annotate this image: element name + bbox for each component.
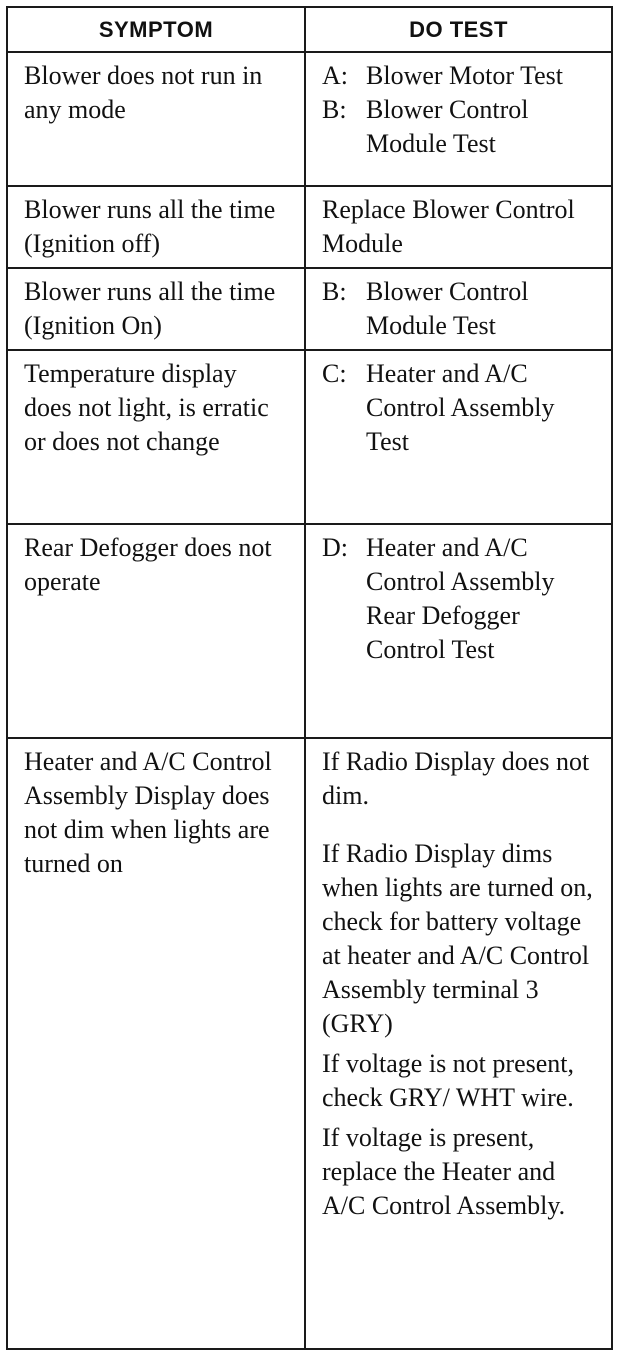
- symptom-cell: [7, 738, 305, 1349]
- symptom-cell: [7, 268, 305, 350]
- test-letter: C:: [322, 359, 347, 388]
- test-letter: B:: [322, 277, 347, 306]
- symptom-cell: [7, 52, 305, 186]
- do-test-cell: [305, 738, 612, 1349]
- symptom-text: Temperature display does not light, is erratic or does not change: [24, 359, 269, 456]
- test-name: Heater and A/C Control Assembly Rear Defogger Control Test: [366, 533, 555, 664]
- test-letter: D:: [322, 533, 348, 562]
- symptom-text: Blower does not run in any mode: [24, 61, 263, 124]
- do-test-cell: [305, 268, 612, 350]
- do-test-paragraph: If Radio Display dims when lights are turned on, check for battery voltage at heater and A/C Control Assembly terminal 3 (GRY): [322, 839, 593, 1038]
- test-name: Blower Motor Test: [366, 61, 564, 90]
- table-row: [7, 268, 612, 350]
- do-test-cell: [305, 52, 612, 186]
- diagnosis-table-wrapper: [6, 6, 611, 1356]
- test-item: [306, 525, 611, 667]
- do-test-text: Replace Blower Control Module: [322, 195, 575, 258]
- test-name: Heater and A/C Control Assembly Test: [366, 359, 555, 456]
- symptom-text: Heater and A/C Control Assembly Display does not dim when lights are turned on: [24, 747, 272, 878]
- test-name: Blower Control Module Test: [366, 277, 529, 340]
- table-row: [7, 52, 612, 186]
- do-test-paragraph: If Radio Display does not dim.: [322, 747, 590, 810]
- do-test-paragraph: If voltage is present, replace the Heater and A/C Control Assembly.: [322, 1123, 566, 1220]
- symptom-cell: [7, 524, 305, 738]
- header-row: [7, 7, 612, 52]
- symptom-text: Blower runs all the time (Ignition On): [24, 277, 276, 340]
- test-item: [306, 351, 611, 459]
- table-row: [7, 738, 612, 1349]
- test-name: Blower Control Module Test: [366, 95, 529, 158]
- test-item: [306, 269, 611, 343]
- do-test-cell: [305, 350, 612, 524]
- symptom-cell: [7, 186, 305, 268]
- diagnosis-table: [6, 6, 613, 1350]
- symptom-text: Rear Defogger does not operate: [24, 533, 272, 596]
- do-test-cell: [305, 186, 612, 268]
- test-letter: B:: [322, 95, 347, 124]
- test-item: [306, 53, 611, 93]
- header-do-test: DO TEST: [305, 7, 612, 52]
- table-row: [7, 524, 612, 738]
- table-row: [7, 350, 612, 524]
- do-test-paragraph: If voltage is not present, check GRY/ WHT wire.: [322, 1049, 574, 1112]
- do-test-cell: [305, 524, 612, 738]
- header-symptom: SYMPTOM: [7, 7, 305, 52]
- table-row: [7, 186, 612, 268]
- symptom-cell: [7, 350, 305, 524]
- test-item: [306, 93, 611, 161]
- test-letter: A:: [322, 61, 348, 90]
- symptom-text: Blower runs all the time (Ignition off): [24, 195, 276, 258]
